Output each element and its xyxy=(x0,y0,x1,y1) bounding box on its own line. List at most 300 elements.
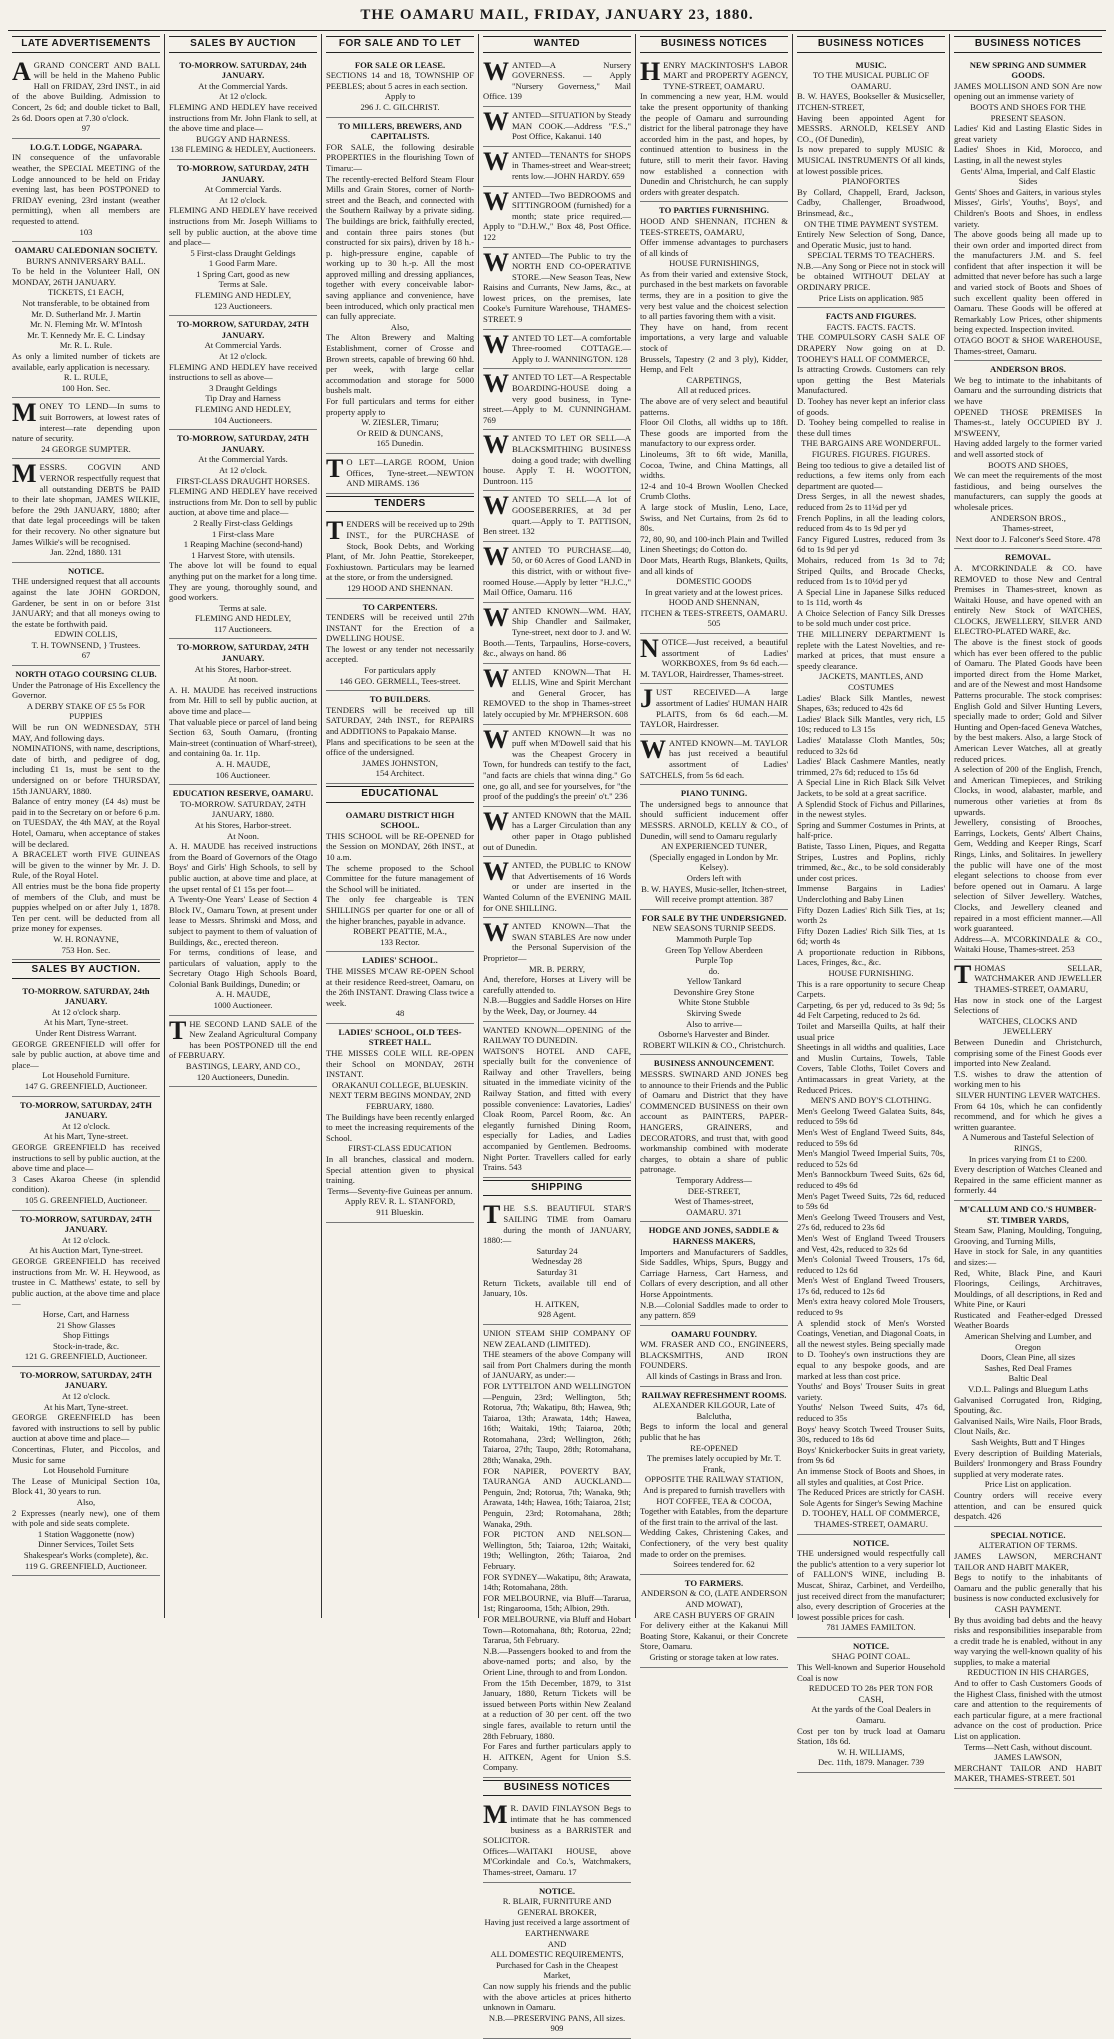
ad-line: 1 First-class Mare xyxy=(211,528,275,539)
ad-line: WANTED TO LET—A comfortable Three-roomed COTTAGE.—Apply to J. WANNINGTON. 128 xyxy=(483,329,631,364)
ad-line: WANTED—The Public to try the NORTH END CO-OPERATIVE STORE.—New Season Teas, New Raisins and Currants, New Jams, &c., at lowest prices, on the premises, late Cooke's Furniture Warehouse, THAMES-STREET. 9 xyxy=(483,247,631,325)
ad-line: Between Dunedin and Christchurch, comprising some of the Finest Goods ever imported into New Zealand. xyxy=(954,1037,1102,1069)
advertisement xyxy=(483,542,631,603)
ad-line: FLEMING AND HEDLEY have received instructions from Mr. Joseph Williams to sell by public auction, at the above time and place— xyxy=(169,205,317,248)
ad-line: FACTS AND FIGURES. xyxy=(825,311,917,322)
ad-line: HOOD AND SHENNAN, xyxy=(668,597,760,608)
ad-line: WM. FRASER AND CO., ENGINEERS, BLACKSMITHS, AND IRON FOUNDERS. xyxy=(640,1339,788,1371)
advertisement xyxy=(954,57,1102,362)
ad-line: RAILWAY REFRESHMENT ROOMS. xyxy=(641,1389,787,1400)
ad-line: FOR LYTTELTON AND WELLINGTON —Penguin, 23rd; Wellington, 5th; Rotorua, 7th; Wakatipu, 8th; Hawea, 9th; Taiaroa, 13th; Arawata, 14th; Hawea, 16th; Waitaki, 19th; Taiaroa, 20th; Rotomahana, 23rd; Wellington, 26th; Taiaroa, 27th; Taupo, 28th; Rotomahana, 28th; Wanaka, 29th. xyxy=(483,1380,631,1466)
ad-line: Is attracting Crowds. Customers can rely upon getting the Best Materials Manufactured. xyxy=(797,364,945,396)
ad-line: Men's Paget Tweed Suits, 72s 6d, reduced to 59s 6d xyxy=(797,1190,945,1212)
drop-cap: W xyxy=(640,734,666,764)
ad-line: W. ZIESLER, Timaru; xyxy=(361,417,439,428)
section-header: BUSINESS NOTICES xyxy=(797,36,945,53)
advertisement xyxy=(640,785,788,910)
ad-line: NORTH OTAGO COURSING CLUB. xyxy=(15,669,157,680)
ad-line: Green Top Yellow Aberdeen xyxy=(665,944,763,955)
ad-line: TO FARMERS. xyxy=(684,1577,744,1588)
drop-cap: W xyxy=(483,491,509,521)
ad-line: M R. DAVID FINLAYSON Begs to intimate that he has commenced business as a BARRISTER and SOLICITOR. xyxy=(483,1800,631,1846)
drop-cap: W xyxy=(483,247,509,277)
ad-line: JACKETS, MANTLES, AND COSTUMES xyxy=(818,671,924,693)
drop-cap: W xyxy=(483,663,509,693)
ad-line: ANDERSON BROS. xyxy=(990,364,1066,375)
ad-line: 129 HOOD AND SHENNAN. xyxy=(347,582,453,593)
ad-line: For full particulars and terms for either property apply to xyxy=(326,396,474,417)
ad-line: Orders left with xyxy=(686,872,742,883)
ad-line: MUSIC. xyxy=(855,59,887,70)
ad-line: 105 G. GREENFIELD, Auctioneer. xyxy=(24,1194,148,1205)
ad-line: 21 Show Glasses xyxy=(56,1319,116,1330)
ad-line: BOOTS AND SHOES FOR THE PRESENT SEASON. xyxy=(970,101,1086,123)
ad-line: 103 xyxy=(79,226,93,237)
ad-line: HENRY MACKINTOSH'S LABOR MART and PROPERTY AGENCY, TYNE-STREET, OAMARU. xyxy=(640,56,788,91)
ad-line: SPECIAL TERMS TO TEACHERS. xyxy=(807,250,935,261)
ad-line: By thus avoiding bad debts and the heavy risks and responsibilities inseparable from a credit trade he is enabled, without in any way varying the well-known quality of his supplies, to make a material xyxy=(954,1614,1102,1667)
ad-line: Red, White, Black Pine, and Kauri Floorings, Ceilings, Architraves, Mouldings, of all descriptions, in Red and White Pine, or Kauri xyxy=(954,1267,1102,1310)
ad-line: Sashes, Red Deal Frames xyxy=(984,1362,1072,1373)
ad-line: B. W. HAYES, Music-seller, Itchen-street, xyxy=(641,883,787,894)
ad-line: NOTICE. xyxy=(852,1640,890,1651)
advertisement xyxy=(483,1325,631,1778)
advertisement xyxy=(483,147,631,187)
ad-line: CASH PAYMENT. xyxy=(994,1603,1062,1614)
ad-line: 123 Auctioneers. xyxy=(213,300,273,311)
ad-line: 2 Really First-class Geldings xyxy=(193,517,293,528)
ad-line: D. Toohey has never kept an inferior class of goods. xyxy=(797,396,945,417)
ad-line: N.B.—Colonial Saddles made to order to any pattern. 859 xyxy=(640,1299,788,1321)
ad-line: The undersigned begs to announce that should sufficient inducement offer MESSRS. ARNOLD, KELLY & CO., of Dunedin, will send to Oamaru regularly xyxy=(640,798,788,841)
ad-line: TO-MORROW, SATURDAY, 24TH JANUARY. xyxy=(177,433,309,454)
ad-line: NEW SEASONS TURNIP SEEDS. xyxy=(652,923,776,934)
ad-line: White Stone Stubble xyxy=(678,997,750,1008)
ad-line: NEXT TERM BEGINS MONDAY, 2ND FEBRUARY, 1880. xyxy=(329,1090,471,1112)
ad-line: A GRAND CONCERT AND BALL will be held in the Maheno Public Hall on FRIDAY, 23rd INST., in aid of the above Building. Admission to Concert, 2s 6d; and double ticket to Ball, 2s 6d. Doors open at 7.30 o'clock. xyxy=(12,56,160,123)
ad-line: In prices varying from £1 to £200. xyxy=(968,1153,1088,1164)
ad-line: Can now supply his friends and the public with the above articles at prices hitherto unknown in Oamaru. xyxy=(483,1980,631,2013)
ad-line: Also to arrive— xyxy=(686,1018,742,1029)
ad-line: IN consequence of the unfavorable weather, the SPECIAL MEETING of the Lodge announced to be held on Friday evening last, has been POSTPONED to FRIDAY evening, 23rd instant (weather permitting), when all members are requested to attend. xyxy=(12,152,160,226)
ad-line: THE COMPULSORY CASH SALE OF DRAPERY Now going on at D. TOOHEY'S HALL OF COMMERCE, xyxy=(797,332,945,364)
ad-line: ITCHEN & TEES-STREETS, OAMARU. 505 xyxy=(640,607,788,629)
ad-line: 781 JAMES FAMILTON. xyxy=(826,1622,916,1633)
ad-line: Will receive prompt attention. 387 xyxy=(654,894,774,905)
ad-line: Plans and specifications to be seen at the office of the undersigned. xyxy=(326,736,474,758)
ad-line: THE undersigned would respectfully call the public's attention to a very superior lot of FALLON'S WINE, including B. Muscat, Shiraz, Carbinet, and Verdeilho, just received direct from the manufacturer; also, every description of Groceries at the lowest possible prices for cash. xyxy=(797,1548,945,1622)
ad-line: Tip Dray and Harness xyxy=(205,393,281,404)
ad-line: ON THE TIME PAYMENT SYSTEM. xyxy=(803,218,939,229)
drop-cap: T xyxy=(169,1015,187,1045)
ad-line: Mr. R. L. Rule. xyxy=(59,340,113,351)
ad-line: At 12 o'clock. xyxy=(218,91,268,102)
ad-line: They have on hand, from recent importations, a very large and valuable stock of xyxy=(640,321,788,354)
ad-line: NEW SPRING AND SUMMER GOODS. xyxy=(969,59,1087,81)
advertisement xyxy=(483,491,631,541)
advertisement xyxy=(483,248,631,330)
ad-line: NOTICE. xyxy=(852,1537,890,1548)
drop-cap: W xyxy=(483,918,509,948)
advertisement xyxy=(326,807,474,953)
ad-line: Importers and Manufacturers of Saddles, Side Saddles, Whips, Spurs, Buggy and Carriage Harness, Cart Harness, and Collars of every description, and all other Horse Appointments. xyxy=(640,1246,788,1299)
ad-line: Shakespear's Works (complete), &c. xyxy=(23,1549,149,1560)
ad-line: In commencing a new year, H.M. would take the present opportunity of thanking the people of Oamaru and surrounding district for the liberal patronage they have accorded him in the past, and hopes, by continued attention to business in the future, still to merit their favor. Having now established a connection with Dunedin and Christchurch, he can supply orders with greater despatch. xyxy=(640,91,788,197)
ad-line: A proportionate reduction in Ribbons, Laces, Fringes, &c., &c. xyxy=(797,946,945,968)
ad-line: ROBERT WILKIN & CO., Christchurch. xyxy=(642,1039,786,1050)
ad-line: Gents' Shoes and Gaiters, in various styles xyxy=(955,186,1101,197)
ad-line: FLEMING AND HEDLEY, xyxy=(194,613,292,624)
ad-line: Ladies' Matalasse Cloth Mantles, 50s; reduced to 32s 6d xyxy=(797,735,945,756)
ad-line: Every description of Building Materials, Builders' Ironmongery and Brass Foundry supplied at very moderate rates. xyxy=(954,1447,1102,1479)
column-6 xyxy=(793,34,950,1768)
ad-line: At the Commercial Yards. xyxy=(198,80,288,91)
ad-line: Temporary Address— xyxy=(675,1174,752,1185)
ad-line: UNION STEAM SHIP COMPANY OF NEW ZEALAND (LIMITED). xyxy=(483,1327,631,1349)
ad-line: 165 Dunedin. xyxy=(376,438,424,449)
ad-line: WANTED KNOWN—M. TAYLOR has just received a beautiful assortment of Ladies' SATCHELS, from 5s 6d each. xyxy=(640,734,788,780)
ad-line: This is a rare opportunity to secure Cheap Carpets. xyxy=(797,978,945,1000)
ad-line: Having added largely to the former varied and well assorted stock of xyxy=(954,438,1102,459)
ad-line: TO-MORROW, SATURDAY, 24TH JANUARY. xyxy=(20,1213,152,1235)
advertisement xyxy=(169,1016,317,1088)
advertisement xyxy=(640,1575,788,1668)
ad-line: All entries must be the bona fide property of members of the Club, and must be puppies whelped on or after July 1, 1878. Ten per cent. will be deducted from all prize money for expenses. xyxy=(12,880,160,934)
ad-line: BUGGY AND HARNESS. xyxy=(196,133,290,144)
ad-line: Yellow Tankard xyxy=(686,976,742,987)
ad-line: 296 J. C. GILCHRIST. xyxy=(360,101,440,112)
advertisement xyxy=(640,1326,788,1387)
ad-line: Misses', Girls', Youths', Boys', and Children's Boots and Shoes, in endless variety. xyxy=(954,197,1102,229)
ad-line: Men's West of England Tweed Trousers, 17s 6d, reduced to 12s 6d xyxy=(797,1275,945,1296)
advertisement xyxy=(12,459,160,562)
advertisement xyxy=(326,952,474,1024)
ad-line: The Lease of Municipal Section 10a, Block 41, 30 years to run. xyxy=(12,1475,160,1497)
ad-line: FIRST-CLASS EDUCATION xyxy=(348,1143,452,1154)
ad-line: At 12 o'clock. xyxy=(218,194,268,205)
ad-line: HOT COFFEE, TEA & COCOA, xyxy=(656,1495,772,1506)
ad-line: At his Stores, Harbor-street. xyxy=(194,819,292,830)
ad-line: OAMARU CALEDONIAN SOCIETY. xyxy=(14,245,158,256)
ad-line: ANDERSON BROS., xyxy=(990,512,1066,523)
ad-line: WANTED KNOWN that the MAIL has a Larger Circulation than any other paper in Otago published out of Dunedin. xyxy=(483,806,631,852)
ad-line: TO-MORROW, SATURDAY, 24TH JANUARY. xyxy=(177,642,309,664)
ad-line: THE steamers of the above Company will sail from Port Chalmers during the month of JANUARY, as under:— xyxy=(483,1349,631,1381)
column-3 xyxy=(322,34,479,1618)
ad-line: 67 xyxy=(81,650,91,661)
advertisement xyxy=(483,603,631,664)
ad-line: WANTED—SITUATION by Steady MAN COOK.—Address "F.S.," Post Office, Kakanui. 140 xyxy=(483,106,631,142)
ad-line: Horse, Cart, and Harness xyxy=(42,1308,130,1319)
ad-line: A Twenty-One Years' Lease of Section 4 Block IV., Oamaru Town, at present under lease to Messrs. Shrimski and Moss, and subject to payment to them of valuation of Buildings, &c., erected thereon. xyxy=(169,894,317,947)
ad-line: The only fee chargeable is TEN SHILLINGS per quarter for one or all of the higher branches, payable in advance. xyxy=(326,894,474,926)
ad-line: Ladies' Black Silk Mantles, very rich, L5 10s; reduced to L3 15s xyxy=(797,713,945,735)
ad-line: FOR SALE BY THE UNDERSIGNED. xyxy=(641,912,787,923)
drop-cap: N xyxy=(640,634,659,664)
ad-line: WANTED TO LET—A Respectable BOARDING-HOUSE doing a very good business, in Tyne-street.—Apply to M. CUNNINGHAM. 769 xyxy=(483,369,631,425)
ad-line: D. Toohey being compelled to realise in these dull times xyxy=(797,417,945,438)
ad-line: From 64 10s, which he can confidently recommend, and for which he gives a written guarantee. xyxy=(954,1100,1102,1132)
ad-line: Concertinas, Fluter, and Piccolos, and Music for same xyxy=(12,1444,160,1465)
ad-line: Men's West of England Tweed Trousers and Vest, 42s, reduced to 32s 6d xyxy=(797,1232,945,1254)
ad-line: A large stock of Muslin, Leno, Lace, Swiss, and Net Curtains, from 2s 6d to 80s. xyxy=(640,501,788,534)
ad-line: Begs to inform the local and general public that he has xyxy=(640,1421,788,1443)
ad-line: N.B.—Buggies and Saddle Horses on Hire by the Week, Day, or Journey. 44 xyxy=(483,995,631,1016)
ad-line: 133 Rector. xyxy=(380,936,420,947)
ad-line: JAMES LAWSON, MERCHANT TAILOR AND HABIT MAKER, xyxy=(954,1550,1102,1572)
ad-line: A Splendid Stock of Fichus and Pillarines, in the newest styles. xyxy=(797,798,945,820)
ad-line: NOMINATIONS, with name, descriptions, date of birth, and pedigree of dog, including £1 1s, must be sent to the undersigned on or before THURSDAY, 15th JANUARY, 1880. xyxy=(12,743,160,796)
column-2 xyxy=(165,34,322,1618)
ad-line: Gristing or storage taken at low rates. xyxy=(649,1651,779,1662)
ad-line: French Poplins, in all the leading colors, reduced from 4s to 1s 9d per yd xyxy=(797,512,945,534)
ad-line: THE MISSES M'CAW RE-OPEN School at their residence Reed-street, Oamaru, on the 26th INSTANT. Drawing Class twice a week. xyxy=(326,965,474,1008)
ad-line: FACTS. FACTS. FACTS. xyxy=(826,321,916,332)
ad-line: At 12 o'clock. xyxy=(61,1234,111,1245)
ad-line: BOOTS AND SHOES, xyxy=(988,459,1068,470)
drop-cap: W xyxy=(483,186,509,216)
ad-line: 154 Architect. xyxy=(375,768,425,779)
ad-line: Men's extra heavy colored Mole Trousers, reduced to 9s xyxy=(797,1296,945,1318)
ad-line: Mr. T. Kennedy Mr. E. C. Lindsay xyxy=(27,329,145,340)
ad-line: An immense Stock of Boots and Shoes, in all styles and qualities, at Cost Price. xyxy=(797,1465,945,1487)
ad-line: For particulars apply xyxy=(364,665,436,676)
ad-line: Apply REV. R. L. STANFORD, xyxy=(344,1196,456,1207)
ad-line: 119 G. GREENFIELD, Auctioneer. xyxy=(25,1560,147,1571)
ad-line: TENDERS will be received up to 29th INST., for the PURCHASE of Stock, Book Debts, and Working Plant, of Mr. John Peattie, Storekeeper, Foxhiustown. Particulars may be learned at the store, or from the undersigned. xyxy=(326,516,474,583)
ad-line: HODGE AND JONES, SADDLE & HARNESS MAKERS, xyxy=(648,1225,780,1246)
ad-line: JAMES LAWSON, xyxy=(994,1752,1062,1763)
ad-line: The recently-erected Belford Steam Flour Mills and Grain Stores, corner of North-street and the Beach, and connected with the Southern Railway by a private siding. The buildings are brick, faithfully erected, and contain three pairs stones (but constructed for six pairs), driven by 18 h.-p. high-pressure engine, capable of working up to 30 h.-p. All the most approved milling and dressing appliances, together with every conceivable labor-saving appliance and convenience, have been introduced, which only practical men can fully appreciate. xyxy=(326,173,474,322)
drop-cap: H xyxy=(640,56,661,86)
drop-cap: W xyxy=(483,602,509,632)
drop-cap: T xyxy=(483,1200,501,1230)
ad-line: The above lot will be found to equal anything put on the market for a long time. They are young, thoroughly sound, and good workers. xyxy=(169,560,317,603)
ad-line: Ladies' Black Cashmere Mantles, neatly trimmed, 27s 6d; reduced to 15s 6d xyxy=(797,756,945,777)
advertisement xyxy=(483,369,631,430)
section-header: SALES BY AUCTION. xyxy=(12,962,160,979)
section-header: SHIPPING xyxy=(483,1180,631,1197)
advertisement xyxy=(483,330,631,370)
advertisement xyxy=(169,785,317,1015)
ad-line: 3 Draught Geldings xyxy=(209,382,277,393)
ad-line: HOUSE FURNISHING. xyxy=(828,968,914,979)
ad-line: 120 Auctioneers, Dunedin. xyxy=(196,1071,290,1082)
drop-cap: W xyxy=(483,857,509,887)
ad-line: A. H. MAUDE has received instructions from the Board of Governors of the Otago Boys' and Girls' High Schools, to sell by public auction, at above time and place, at the upset rental of £1 15s per foot— xyxy=(169,841,317,894)
ad-line: WANTED KNOWN—WM. HAY, Ship Chandler and Sailmaker, Tyne-street, next door to J. and W. Booth.—Tents, Tarpaulins, Horse-covers, &c., always on hand. 86 xyxy=(483,602,631,659)
ad-line: MONEY TO LEND—In sums to suit Borrowers, at lowest rates of interest—rate depending upon nature of security. xyxy=(12,398,160,444)
ad-line: Dress Serges, in all the newest shades, reduced from 2s to 11¼d per yd xyxy=(797,491,945,512)
ad-line: Galvanised Corrugated Iron, Ridging, Spouting, &c. xyxy=(954,1394,1102,1416)
ad-line: Under Rent Distress Warrant. xyxy=(35,1028,137,1039)
ad-line: Every description of Watches Cleaned and Repaired in the same efficient manner as formerly. 44 xyxy=(954,1164,1102,1196)
ad-line: Toilet and Marseilla Quilts, at half their usual price xyxy=(797,1021,945,1042)
advertisement xyxy=(640,57,788,203)
ad-line: Lot Household Furniture. xyxy=(42,1070,130,1081)
advertisement xyxy=(483,1200,631,1325)
ad-line: WATSON'S HOTEL AND CAFE, specially built for the convenience of Railway and other Travellers, being situated in the immediate vicinity of the Railway Station, and fitted with every possible convenience: Lavatories, Ladies' Cloak Room, Parcel Room, &c. An elegantly furnished Dining Room, especially for Ladies, and Ladies accompanied by Gentlemen. Bedrooms. Night Porter. Travellers called for early Trains. 543 xyxy=(483,1045,631,1173)
ad-line: 1 Spring Cart, good as new xyxy=(196,268,290,279)
ad-line: At 12 o'clock. xyxy=(61,1120,111,1131)
ad-line: At Commercial Yards. xyxy=(204,184,282,195)
ad-line: At his Mart, Tyne-street. xyxy=(43,1017,129,1028)
ad-line: Men's Geelong Tweed Trousers and Vest, 27s 6d, reduced to 23s 6d xyxy=(797,1211,945,1233)
ad-line: Fifty Dozen Ladies' Rich Silk Ties, at 1s 6d; worth 4s xyxy=(797,925,945,947)
ad-line: FOR NAPIER, POVERTY BAY, TAURANGA AND AUCKLAND—Penguin, 2nd; Rotorua, 7th; Wanaka, 9th; Arawata, 14th; Hawea, 16th; Taiaroa, 21st; Penguin, 23rd; Rotomahana, 28th; Wanaka, 29th. xyxy=(483,1465,631,1529)
ad-line: Wednesday 28 xyxy=(531,1256,583,1267)
ad-line: Youths' Nelson Tweed Suits, 47s 6d, reduced to 35s xyxy=(797,1402,945,1423)
ad-line: WANTED, the PUBLIC to KNOW that Advertisements of 16 Words or under are inserted in the Wanted Column of the EVENING MAIL for ONE SHILLING. xyxy=(483,857,631,913)
ad-line: A DERBY STAKE OF £5 5s FOR PUPPIES xyxy=(26,700,146,722)
ad-line: At his Stores, Harbor-street. xyxy=(194,663,292,674)
advertisement xyxy=(12,139,160,242)
ad-line: 104 Auctioneers. xyxy=(213,414,273,425)
advertisement xyxy=(797,308,945,1534)
ad-line: And is prepared to furnish travellers with xyxy=(643,1485,785,1495)
ad-line: GEORGE GREENFIELD has received instructions from Mr. W. H. Heywood, as trustee in C. Matthews' estate, to sell by public auction, at the above time and place— xyxy=(12,1255,160,1309)
ad-line: FIGURES. FIGURES. FIGURES. xyxy=(811,448,931,459)
ad-line: WANTED—A Nursery GOVERNESS. — Apply "Nursery Governess," Mail Office. 139 xyxy=(483,56,631,102)
ad-line: FIRST-CLASS DRAUGHT HORSES. xyxy=(176,475,310,486)
ad-line: Sheetings in all widths and qualities, Lace and Muslin Curtains, Towels, Table Covers, Table Cloths, Toilet Covers and Antimacassars in great Variety, at the Reduced Prices. xyxy=(797,1042,945,1095)
ad-line: Also, xyxy=(76,1497,96,1507)
ad-line: Fancy Figured Lustres, reduced from 3s 6d to 1s 9d per yd xyxy=(797,533,945,555)
ad-line: WANTED KNOWN—That the SWAN STABLES Are now under the Personal Supervision of the Proprietor— xyxy=(483,918,631,963)
ad-line: Men's Colonial Tweed Trousers, 17s 6d, reduced to 12s 6d xyxy=(797,1254,945,1275)
ad-line: Purple Top xyxy=(695,955,733,966)
ad-line: Cost per ton by truck load at Oamaru Station, 18s 6d. xyxy=(797,1725,945,1747)
ad-line: Sole Agents for Singer's Sewing Machine xyxy=(799,1497,943,1508)
section-header: TENDERS xyxy=(326,496,474,513)
advertisement xyxy=(12,983,160,1097)
drop-cap: T xyxy=(326,516,344,546)
ad-line: FLEMING AND HEDLEY have received instructions from Mr. Don to sell by public auction, at above time and place— xyxy=(169,486,317,518)
ad-line: Have in stock for Sale, in any quantities and sizes:— xyxy=(954,1246,1102,1267)
ad-line: Mohairs, reduced from 1s 3d to 7d; Striped Quilts, and Brocade Checks, reduced from 1s to 10½d per yd xyxy=(797,554,945,587)
ad-line: OAMARU. 371 xyxy=(686,1206,742,1217)
ad-line: AN EXPERIENCED TUNER, xyxy=(660,841,768,852)
ad-line: At his Mart, Tyne-street. xyxy=(43,1401,129,1412)
ad-line: MEN'S AND BOY'S CLOTHING. xyxy=(810,1095,932,1106)
ad-line: Skirving Swede xyxy=(686,1008,742,1019)
advertisement xyxy=(483,807,631,857)
advertisement xyxy=(326,1024,474,1223)
ad-line: A. H. MAUDE, xyxy=(215,759,271,769)
ad-line: BUSINESS ANNOUNCEMENT. xyxy=(653,1058,775,1069)
ad-line: Floor Oil Cloths, all widths up to 18ft. These goods are imported from the manufactory to our express order. xyxy=(640,417,788,449)
ad-line: THE undersigned request that all accounts against the late JOHN GORDON, Gardener, be sent in on or before 31st JANUARY; and that all moneys owing to the estate be forthwith paid. xyxy=(12,576,160,629)
ad-line: WANTED KNOWN—That H. ELLIS, Wine and Spirit Merchant and General Grocer, has REMOVED to the shop in Thames-street lately occupied by Mr. M'PHERSON. 608 xyxy=(483,663,631,720)
advertisement xyxy=(483,1800,631,1882)
ad-line: Mr. D. Sutherland Mr. J. Martin xyxy=(31,308,141,319)
ad-line: Return Tickets, available till end of January, 10s. xyxy=(483,1277,631,1299)
ad-line: Men's Geelong Tweed Galatea Suits, 84s, reduced to 59s 6d xyxy=(797,1105,945,1127)
ad-line: Also, xyxy=(390,321,410,332)
ad-line: American Shelving and Lumber, and Oregon xyxy=(964,1331,1092,1352)
ad-line: TICKETS, £1 EACH, xyxy=(48,287,124,298)
ad-line: Jewellery, consisting of Brooches, Earrings, Lockets, Gents' Albert Chains, Gem, Wedding and Keeper Rings, Scarf Rings, Links, and Solitaires. In jewellery the public will have one of the most elegant selections to choose from ever before opened out in Oamaru. A large selection of Silver Jewellery. Watches, Clocks, and Jewellery cleaned and repaired in a most efficient manner.—All work guaranteed. xyxy=(954,817,1102,934)
ad-line: At 12 o'clock sharp. xyxy=(51,1006,121,1017)
ad-line: A Special Line in Japanese Silks reduced to 1s 11d, worth 4s xyxy=(797,586,945,608)
advertisement xyxy=(169,57,317,160)
ad-line: FLEMING AND HEDLEY have received instructions to sell as above— xyxy=(169,361,317,383)
ad-line: Terms—Seventy-five Guineas per annum. xyxy=(327,1185,473,1196)
ad-line: Balance of entry money (£4 4s) must be paid in to the Secretary on or before 6 p.m. on TUESDAY, the 4th MAY, at the Royal Hotel, Oamaru, when acceptance of stakes will be declared. xyxy=(12,796,160,849)
ad-line: THE MISSES COLE WILL RE-OPEN their School on MONDAY, 26TH INSTANT. xyxy=(326,1048,474,1080)
ad-line: DEE-STREET, xyxy=(687,1185,741,1196)
ad-line: EDUCATION RESERVE, OAMARU. xyxy=(172,788,314,799)
ad-line: A splendid stock of Men's Worsted Coatings, Venetian, and Diagonal Coats, in all the newest styles. Being specially made to D. Toohey's own instructions they are equal to any bespoke goods, and are marked at less than cost price. xyxy=(797,1317,945,1381)
ad-line: That valuable piece or parcel of land being Section 63, South Oamaru, (fronting Main-street (continuation of Wharf-street), and containing 0a. 1r. 11p. xyxy=(169,716,317,759)
section-header: SALES BY AUCTION xyxy=(169,36,317,53)
ad-line: A Special Line in Rich Black Silk Velvet Jackets, to be sold at a great sacrifice. xyxy=(797,777,945,798)
advertisement xyxy=(954,361,1102,549)
ad-line: LADIES' SCHOOL, OLD TEES-STREET HALL. xyxy=(338,1026,462,1048)
ad-line: Wedding Cakes, Christening Cakes, and Confectionery, of the very best quality made to order on the premises. xyxy=(640,1527,788,1559)
ad-line: The Alton Brewery and Malting Establishment, corner of Crosse and Brown streets, capable of brewing 60 hhd. per week, with large cellar accommodation and storage for 5000 bushels malt. xyxy=(326,332,474,396)
ad-line: Is now prepared to supply MUSIC & MUSICAL INSTRUMENTS Of all kinds, at lowest possible prices. xyxy=(797,144,945,176)
advertisement xyxy=(12,57,160,139)
ad-line: In all branches, classical and modern. Special attention given to physical training. xyxy=(326,1154,474,1186)
ad-line: SILVER HUNTING LEVER WATCHES. xyxy=(955,1090,1101,1100)
ad-line: 72, 80, 90, and 100-inch Plain and Twilled Linen Sheetings; do Cotton do. xyxy=(640,533,788,555)
ad-line: Galvanised Nails, Wire Nails, Floor Brads, Clout Nails, &c. xyxy=(954,1415,1102,1437)
advertisement xyxy=(12,563,160,666)
section-header: BUSINESS NOTICES xyxy=(954,36,1102,53)
ad-line: Osborne's Harvester and Binder. xyxy=(658,1029,770,1040)
ad-line: THOMAS SELLAR, WATCHMAKER AND JEWELLER THAMES-STREET, OAMARU, xyxy=(954,959,1102,995)
ad-line: AND xyxy=(547,1938,567,1949)
ad-line: Door Mats, Hearth Rugs, Blankets, Quilts, and all kinds of xyxy=(640,554,788,576)
ad-line: At 12 o'clock. xyxy=(218,464,268,475)
ad-line: JAMES JOHNSTON, xyxy=(362,757,438,768)
ad-line: Terms at sale. xyxy=(219,602,267,613)
ad-line: W. H. RONAYNE, xyxy=(53,933,119,944)
ad-line: 1000 Auctioneer. xyxy=(213,1000,273,1011)
ad-line: MERCHANT TAILOR AND HABIT MAKER, THAMES-STREET. 501 xyxy=(954,1762,1102,1784)
ad-line: 24 GEORGE SUMPTER. xyxy=(41,443,131,454)
drop-cap: M xyxy=(483,1800,508,1830)
ad-line: Spring and Summer Costumes in Prints, at half-price. xyxy=(797,819,945,841)
ad-line: 1 Good Farm Mare. xyxy=(208,258,278,269)
ad-line: This Well-known and Superior Household Coal is now xyxy=(797,1662,945,1683)
section-header: BUSINESS NOTICES xyxy=(640,36,788,53)
advertisement xyxy=(640,910,788,1056)
ad-line: Men's Bannockburn Tweed Suits, 62s 6d, reduced to 49s 6d xyxy=(797,1169,945,1190)
ad-line: GEORGE GREENFIELD has been favored with instructions to sell by public auction at above time and place— xyxy=(12,1412,160,1444)
ad-line: ROBERT PEATTIE, M.A., xyxy=(353,926,447,937)
ad-line: Stock-in-trade, &c. xyxy=(52,1340,120,1351)
ad-line: ALL DOMESTIC REQUIREMENTS, xyxy=(490,1949,624,1960)
ad-line: Thames-street, xyxy=(1002,523,1054,534)
ad-line: A Numerous and Tasteful Selection of RINGS, xyxy=(962,1132,1094,1153)
advertisement xyxy=(169,316,317,430)
ad-line: R. L. RULE, xyxy=(63,372,109,383)
ad-line: The Buildings have been recently enlarged to meet the increasing requirements of the School. xyxy=(326,1111,474,1143)
ad-line: TO CARPENTERS. xyxy=(362,601,438,612)
advertisement xyxy=(954,960,1102,1201)
ad-line: A. H. MAUDE has received instructions from Mr. Hill to sell by public auction, at above time and place— xyxy=(169,684,317,717)
ad-line: Having been appointed Agent for MESSRS. ARNOLD, KELSEY AND CO., (Of Dunedin), xyxy=(797,112,945,144)
advertisement xyxy=(640,735,788,785)
ad-line: At his Auction Mart, Tyne-street. xyxy=(29,1245,143,1256)
ad-line: Saturday 24 xyxy=(536,1245,578,1256)
ad-line: Or REID & DUNCANS, xyxy=(357,427,443,438)
ad-line: 2 Expresses (nearly new), one of them with pole and side seats complete. xyxy=(12,1507,160,1529)
ad-line: FLEMING AND HEDLEY, xyxy=(194,404,292,414)
ad-line: TO-MORROW, SATURDAY, 24TH JANUARY. xyxy=(20,1369,152,1391)
